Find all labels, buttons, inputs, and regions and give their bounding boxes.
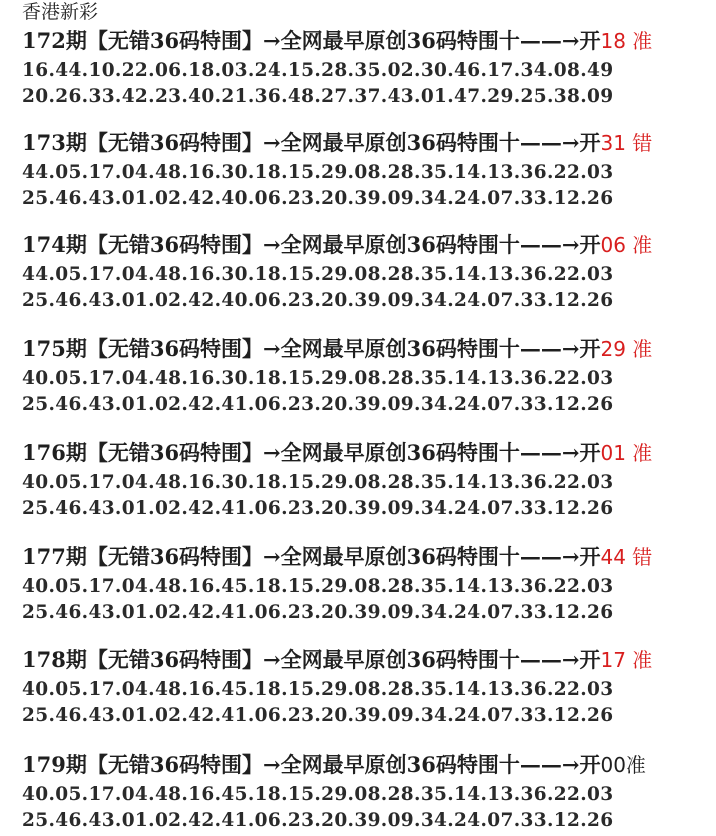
entry-headline-text: 177期【无错36码特围】→全网最早原创36码特围十——→开: [22, 544, 601, 569]
entry-headline-text: 174期【无错36码特围】→全网最早原创36码特围十——→开: [22, 232, 601, 257]
number-line: 25.46.43.01.02.42.40.06.23.20.39.09.34.24.07.33.12.26: [22, 188, 614, 209]
entry-block-174: [22, 228, 702, 314]
entry-block-179: [22, 748, 702, 834]
entry-headline: [22, 748, 702, 782]
number-line: 40.05.17.04.48.16.45.18.15.29.08.28.35.14.13.36.22.03: [22, 576, 614, 597]
number-line: 25.46.43.01.02.42.41.06.23.20.39.09.34.24.07.33.12.26: [22, 394, 614, 415]
entry-headline: [22, 643, 702, 677]
entry-result: 31 错: [600, 131, 653, 155]
entry-headline: [22, 540, 702, 574]
entry-headline: [22, 228, 702, 262]
entry-block-175: [22, 332, 702, 418]
entry-headline-text: 175期【无错36码特围】→全网最早原创36码特围十——→开: [22, 336, 601, 361]
entry-result: 01 准: [600, 441, 653, 465]
entry-headline-text: 176期【无错36码特围】→全网最早原创36码特围十——→开: [22, 440, 601, 465]
entry-headline-text: 172期【无错36码特围】→全网最早原创36码特围十——→开: [22, 28, 601, 53]
number-line: 40.05.17.04.48.16.45.18.15.29.08.28.35.14.13.36.22.03: [22, 784, 614, 805]
entry-result: 29 准: [600, 337, 653, 361]
number-line: 20.26.33.42.23.40.21.36.48.27.37.43.01.47.29.25.38.09: [22, 86, 614, 107]
entry-result: 18 准: [600, 29, 653, 53]
number-line: 44.05.17.04.48.16.30.18.15.29.08.28.35.14.13.36.22.03: [22, 264, 614, 285]
number-line: 25.46.43.01.02.42.40.06.23.20.39.09.34.24.07.33.12.26: [22, 290, 614, 311]
entry-headline: [22, 436, 702, 470]
number-line: 44.05.17.04.48.16.30.18.15.29.08.28.35.14.13.36.22.03: [22, 162, 614, 183]
entry-result: 17 准: [600, 648, 653, 672]
number-line: 25.46.43.01.02.42.41.06.23.20.39.09.34.24.07.33.12.26: [22, 705, 614, 726]
entry-block-172: [22, 24, 702, 110]
entry-block-178: [22, 643, 702, 729]
number-line: 16.44.10.22.06.18.03.24.15.28.35.02.30.46.17.34.08.49: [22, 60, 614, 81]
number-line: 25.46.43.01.02.42.41.06.23.20.39.09.34.24.07.33.12.26: [22, 498, 614, 519]
site-title: 香港新彩: [22, 1, 99, 23]
number-line: 25.46.43.01.02.42.41.06.23.20.39.09.34.24.07.33.12.26: [22, 810, 614, 831]
number-line: 40.05.17.04.48.16.30.18.15.29.08.28.35.14.13.36.22.03: [22, 472, 614, 493]
number-line: 40.05.17.04.48.16.45.18.15.29.08.28.35.14.13.36.22.03: [22, 679, 614, 700]
entry-block-173: [22, 126, 702, 212]
entry-result: 06 准: [600, 233, 653, 257]
entry-result: 00准: [600, 753, 646, 777]
entry-headline: [22, 24, 702, 58]
entry-result: 44 错: [600, 545, 653, 569]
entry-headline: [22, 332, 702, 366]
entry-headline-text: 178期【无错36码特围】→全网最早原创36码特围十——→开: [22, 647, 601, 672]
number-line: 25.46.43.01.02.42.41.06.23.20.39.09.34.24.07.33.12.26: [22, 602, 614, 623]
entry-block-177: [22, 540, 702, 626]
entry-block-176: [22, 436, 702, 522]
number-line: 40.05.17.04.48.16.30.18.15.29.08.28.35.14.13.36.22.03: [22, 368, 614, 389]
entry-headline-text: 173期【无错36码特围】→全网最早原创36码特围十——→开: [22, 130, 601, 155]
entry-headline-text: 179期【无错36码特围】→全网最早原创36码特围十——→开: [22, 752, 601, 777]
entry-headline: [22, 126, 702, 160]
